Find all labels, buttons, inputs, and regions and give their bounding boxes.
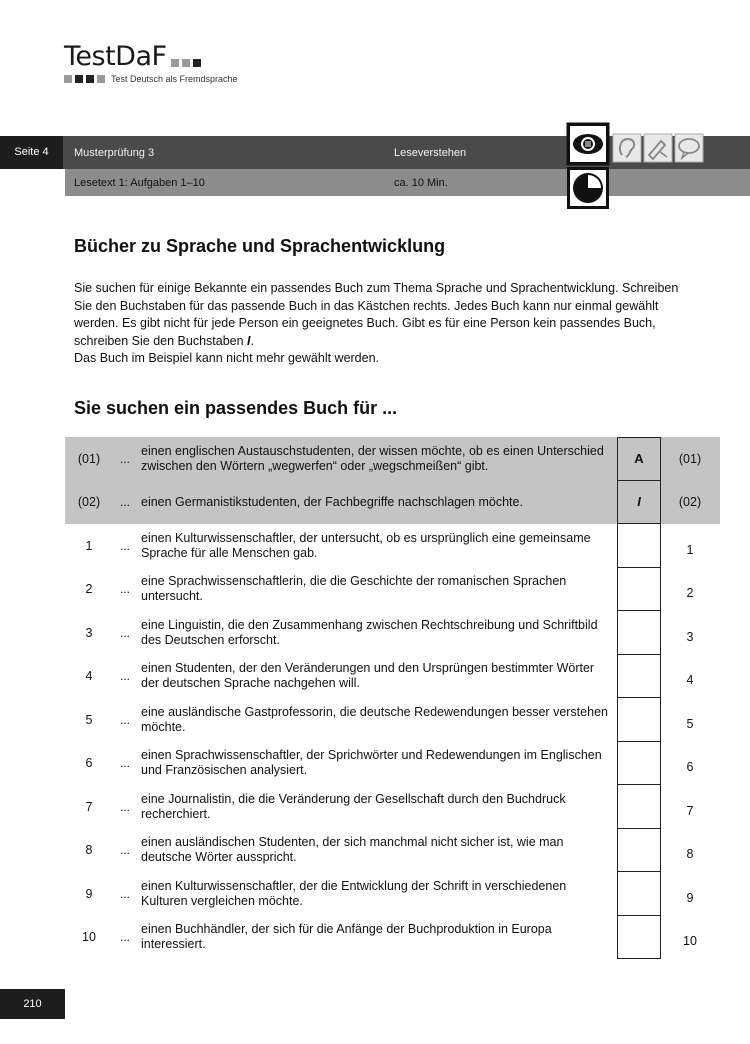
- item-description: einen Studenten, der den Veränderungen und den Ursprüngen bestimmter Wörter der deutschen Sprache nachgehen will.: [141, 661, 595, 691]
- logo-subtitle: Test Deutsch als Fremdsprache: [111, 74, 238, 84]
- answer-box[interactable]: [617, 829, 661, 873]
- section-label: Leseverstehen: [394, 147, 467, 159]
- ellipsis: ...: [119, 930, 130, 945]
- example-number-right: (01): [678, 451, 702, 466]
- item-number-right: 3: [686, 629, 694, 644]
- item-description: eine Linguistin, die den Zusammenhang zwischen Rechtschreibung und Schriftbild des Deutschen erforscht.: [141, 617, 598, 647]
- item-number-right: 1: [686, 542, 694, 557]
- answer-box[interactable]: [617, 698, 661, 742]
- ellipsis: ...: [119, 712, 130, 727]
- ellipsis: ...: [119, 886, 130, 901]
- part-label: Lesetext 1: Aufgaben 1–10: [74, 177, 205, 189]
- item-row: [65, 698, 720, 742]
- item-number: 4: [85, 669, 93, 684]
- instructions-para-1: Sie suchen für einige Bekannte ein passendes Buch zum Thema Sprache und Sprachentwicklung. Schreiben Sie den Buchstaben für das passende Buch in das Kästchen rechts. Jedes Buch kann nur einmal gewählt werden. Es gibt nicht für jede Person ein geeignetes Buch. Gibt es für eine Person kein passendes Buch, schreiben Sie den Buchstaben I.: [74, 281, 679, 348]
- item-description: einen Sprachwissenschaftler, der Sprichwörter und Redewendungen im Englischen und Französischen analysiert.: [141, 748, 602, 778]
- example-number: (02): [77, 495, 101, 510]
- section-subtitle: Sie suchen ein passendes Buch für ...: [74, 398, 398, 418]
- example-description: einen Germanistikstudenten, der Fachbegriffe nachschlagen möchte.: [141, 494, 523, 509]
- pen-icon: [643, 133, 673, 168]
- item-number-right: 7: [686, 803, 694, 818]
- logo-brand: TestDaF: [64, 41, 167, 72]
- example-number: (01): [77, 451, 101, 466]
- item-description: einen Kulturwissenschaftler, der die Entwicklung der Schrift in verschiedenen Kulturen vergleichen möchte.: [141, 878, 567, 908]
- item-number: 2: [85, 582, 93, 597]
- item-number: 8: [85, 843, 93, 858]
- example-answer-box: I: [617, 481, 661, 525]
- item-number: 5: [85, 712, 93, 727]
- item-row: [65, 524, 720, 568]
- item-row: [65, 916, 720, 960]
- ellipsis: ...: [119, 756, 130, 771]
- matching-table: [65, 437, 720, 959]
- item-number-right: 9: [686, 890, 694, 905]
- item-number-right: 10: [683, 934, 697, 949]
- item-number-right: 4: [686, 673, 694, 688]
- item-number: 7: [85, 799, 93, 814]
- item-description: eine Journalistin, die die Veränderung der Gesellschaft durch den Buchdruck recherchiert.: [141, 791, 566, 821]
- ellipsis: ...: [119, 669, 130, 684]
- answer-box[interactable]: [617, 568, 661, 612]
- page-title: Bücher zu Sprache und Sprachentwicklung: [74, 236, 446, 256]
- item-row: [65, 872, 720, 916]
- item-row: [65, 655, 720, 699]
- item-description: einen Kulturwissenschaftler, der untersucht, ob es ursprünglich eine gemeinsame Sprache für alle Menschen gab.: [141, 530, 591, 560]
- answer-box[interactable]: [617, 785, 661, 829]
- example-number-right: (02): [678, 495, 702, 510]
- instructions-para-2: Das Buch im Beispiel kann nicht mehr gewählt werden.: [74, 351, 380, 365]
- speech-bubble-icon: [674, 133, 704, 168]
- item-description: eine Sprachwissenschaftlerin, die die Geschichte der romanischen Sprachen untersucht.: [141, 574, 567, 604]
- ear-icon: [612, 133, 642, 168]
- ellipsis: ...: [119, 843, 130, 858]
- item-row: [65, 785, 720, 829]
- item-number: 6: [85, 756, 93, 771]
- example-answer-box: A: [617, 437, 661, 481]
- answer-box[interactable]: [617, 524, 661, 568]
- item-number-right: 8: [686, 847, 694, 862]
- ellipsis: ...: [119, 451, 130, 466]
- ellipsis: ...: [119, 625, 130, 640]
- item-row: [65, 611, 720, 655]
- example-row: [65, 481, 720, 525]
- item-row: [65, 829, 720, 873]
- page-number: 210: [0, 989, 65, 1019]
- example-row: [65, 437, 720, 481]
- ellipsis: ...: [119, 582, 130, 597]
- item-number-right: 5: [686, 716, 694, 731]
- ellipsis: ...: [119, 799, 130, 814]
- item-description: einen Buchhändler, der sich für die Anfänge der Buchproduktion in Europa interessiert.: [141, 922, 552, 952]
- logo-squares: [171, 59, 201, 67]
- section-header: [0, 136, 750, 196]
- ellipsis: ...: [119, 495, 130, 510]
- time-label: ca. 10 Min.: [394, 177, 448, 189]
- testdaf-logo: [64, 42, 238, 84]
- instructions: [74, 280, 684, 368]
- item-row: [65, 568, 720, 612]
- eye-icon: [566, 122, 610, 171]
- item-number: 1: [85, 538, 93, 553]
- item-description: eine ausländische Gastprofessorin, die deutsche Redewendungen besser verstehen möchte.: [141, 704, 608, 734]
- item-number: 3: [85, 625, 93, 640]
- item-description: einen ausländischen Studenten, der sich manchmal nicht sicher ist, wie man deutsche Wörter ausspricht.: [141, 835, 564, 865]
- answer-box[interactable]: [617, 742, 661, 786]
- item-row: [65, 742, 720, 786]
- answer-box[interactable]: [617, 611, 661, 655]
- answer-box[interactable]: [617, 655, 661, 699]
- item-number: 10: [82, 930, 96, 945]
- answer-box[interactable]: [617, 916, 661, 960]
- item-number-right: 6: [686, 760, 694, 775]
- item-number-right: 2: [686, 586, 694, 601]
- ellipsis: ...: [119, 538, 130, 553]
- page-tab: Seite 4: [0, 136, 63, 169]
- clock-icon: [566, 166, 610, 215]
- exam-label: Musterprüfung 3: [74, 147, 155, 159]
- item-number: 9: [85, 886, 93, 901]
- no-book-mark: I: [247, 333, 251, 348]
- example-description: einen englischen Austauschstudenten, der wissen möchte, ob es einen Unterschied zwischen den Wörtern „wegwerfen“ oder „wegschmeißen“ gibt.: [141, 443, 604, 473]
- answer-box[interactable]: [617, 872, 661, 916]
